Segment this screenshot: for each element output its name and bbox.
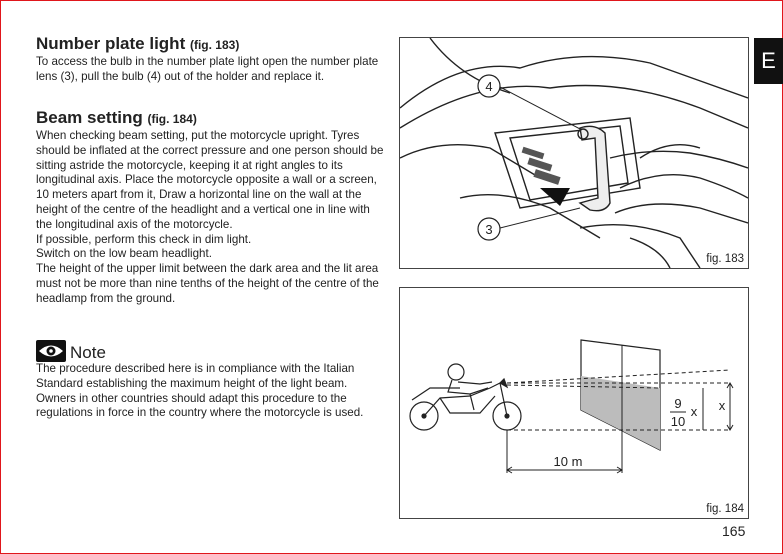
figure-183-caption: fig. 183 <box>706 253 744 265</box>
note-section <box>36 340 384 421</box>
number-plate-illustration <box>400 38 748 268</box>
language-tab: E <box>754 38 783 84</box>
fraction-numerator: 9 <box>674 396 682 411</box>
figure-183 <box>399 37 749 269</box>
beam-setting-paragraph: When checking beam setting, put the motorcycle upright. Tyres should be inflated at the correct pressure and one person should be sitting astride the motorcycle, keeping it at right angles to its longitudinal axis. Place the motorcycle opposite a wall or a screen, 10 meters apart from it, Draw a horizontal line on the wall at the height of the centre of the headlight and a vertical one in line with the longitudinal axis of the motorcycle. <box>36 129 384 231</box>
number-plate-light-text: To access the bulb in the number plate light open the number plate lens (3), pull the bulb (4) out of the holder and replace it. <box>36 55 379 83</box>
note-text-2: Owners in other countries should adapt this procedure to the regulations in force in the country where the motorcycle is used. <box>36 391 364 420</box>
number-plate-light-heading: Number plate light (fig. 183) <box>36 34 240 53</box>
figure-184-caption: fig. 184 <box>706 503 744 515</box>
number-plate-light-section <box>36 34 384 85</box>
beam-setting-low-beam: Switch on the low beam headlight. <box>36 247 212 261</box>
callout-3-label: 3 <box>485 222 493 237</box>
page-number: 165 <box>722 523 746 539</box>
eye-icon <box>36 340 66 362</box>
fraction-x-label: x <box>690 404 698 419</box>
fraction-denominator: 10 <box>670 414 686 429</box>
figure-184 <box>399 287 749 519</box>
beam-setting-heading: Beam setting (fig. 184) <box>36 108 197 127</box>
beam-setting-limit: The height of the upper limit between the dark area and the lit area must not be more than nine tenths of the height of the centre of the headlamp from the ground. <box>36 262 379 305</box>
beam-setting-dim-light: If possible, perform this check in dim light. <box>36 232 252 246</box>
note-title: Note <box>70 343 106 362</box>
distance-label: 10 m <box>553 454 583 469</box>
note-text-1: The procedure described here is in compliance with the Italian Standard establishing the maximum height of the light beam. <box>36 362 355 390</box>
beam-setting-section <box>36 108 384 307</box>
height-x-label: x <box>718 398 726 413</box>
beam-setting-diagram <box>400 288 748 518</box>
callout-4-label: 4 <box>485 79 493 94</box>
